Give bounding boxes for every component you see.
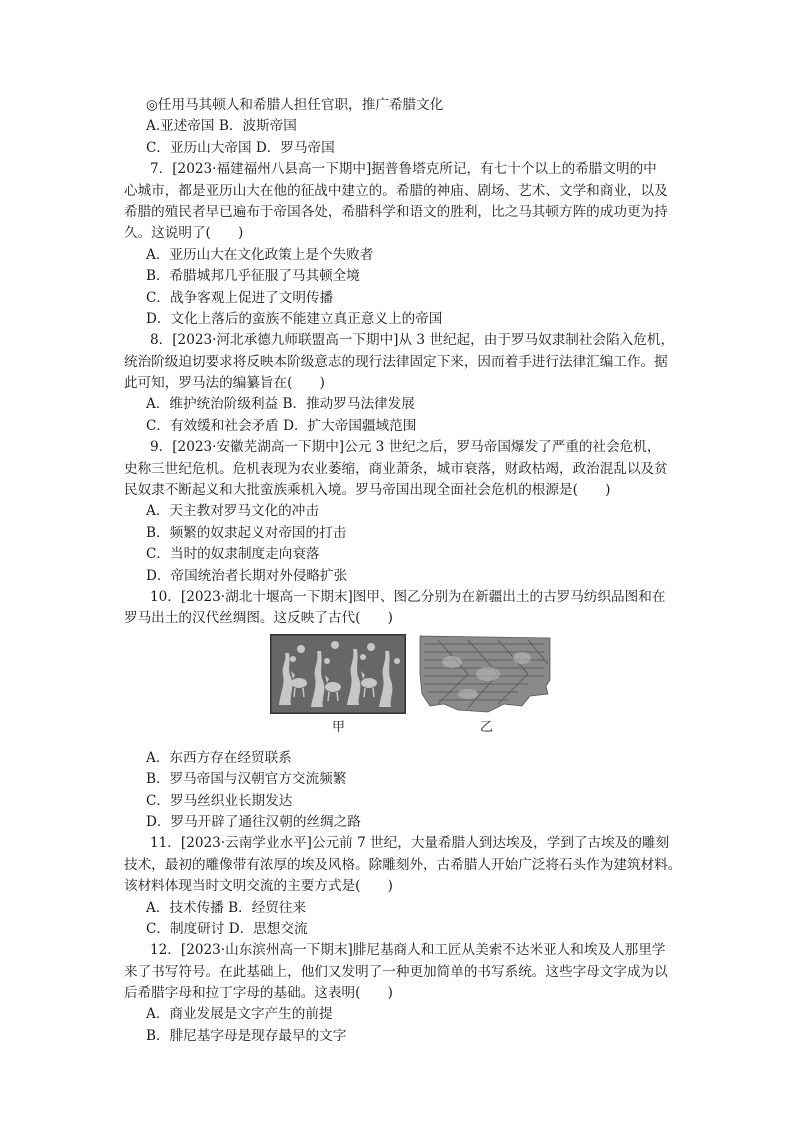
question-11-stem: 技术，最初的雕像带有浓厚的埃及风格。除雕刻外，古希腊人开始广泛将石头作为建筑材料。 bbox=[124, 856, 682, 873]
option-line: A．亚历山大在文化政策上是个失败者 bbox=[146, 246, 374, 263]
question-8-stem: 8．[2023·河北承德九师联盟高一下期中]从 3 世纪起，由于罗马奴隶制社会陷入危机， bbox=[150, 332, 675, 349]
option-line: B．罗马帝国与汉朝官方交流频繁 bbox=[146, 771, 347, 788]
option-line: A．维护统治阶级利益 B．推动罗马法律发展 bbox=[146, 396, 415, 413]
option-line: A．天主教对罗马文化的冲击 bbox=[146, 503, 319, 520]
option-line: C．战争客观上促进了文明传播 bbox=[146, 289, 334, 306]
question-8-stem: 统治阶级迫切要求将反映本阶级意志的现行法律固定下来，因而着手进行法律汇编工作。据 bbox=[124, 353, 668, 370]
option-line: A.亚述帝国 B．波斯帝国 bbox=[146, 118, 297, 135]
option-line: A．东西方存在经贸联系 bbox=[146, 749, 292, 766]
option-note: ◎任用马其顿人和希腊人担任官职，推广希腊文化 bbox=[146, 97, 444, 113]
figure-caption-yi: 乙 bbox=[480, 719, 494, 735]
question-9-stem: 9．[2023·安徽芜湖高一下期中]公元 3 世纪之后，罗马帝国爆发了严重的社会危机， bbox=[150, 439, 661, 456]
option-line: D．帝国统治者长期对外侵略扩张 bbox=[146, 567, 348, 584]
option-line: C．罗马丝织业长期发达 bbox=[146, 792, 293, 809]
question-11-stem: 11．[2023·云南学业水平]公元前 7 世纪，大量希腊人到达埃及，学到了古埃及的雕刻 bbox=[150, 835, 670, 852]
question-8-stem: 此可知，罗马法的编纂旨在( ) bbox=[124, 375, 325, 392]
option-line: C．当时的奴隶制度走向衰落 bbox=[146, 546, 320, 563]
question-12-stem: 来了书写符号。在此基础上，他们又发明了一种更加简单的书写系统。这些字母文字成为以 bbox=[124, 963, 668, 980]
figure-pair bbox=[146, 634, 661, 746]
question-9-stem: 民奴隶不断起义和大批蛮族乘机入境。罗马帝国出现全面社会危机的根源是( ) bbox=[124, 482, 611, 499]
question-7-stem: 希腊的殖民者早已遍布于帝国各处，希腊科学和语文的胜利，比之马其顿方阵的成功更为持 bbox=[124, 203, 668, 220]
option-line: A．商业发展是文字产生的前提 bbox=[146, 1006, 333, 1023]
question-7-stem: 7．[2023·福建福州八县高一下期中]据普鲁塔克所记，有七十个以上的希腊文明的中 bbox=[150, 161, 657, 178]
question-9-stem: 史称三世纪危机。危机表现为农业萎缩，商业萧条，城市衰落，财政枯竭，政治混乱以及贫 bbox=[124, 460, 668, 477]
option-line: B．频繁的奴隶起义对帝国的打击 bbox=[146, 524, 347, 541]
question-11-stem: 该材料体现当时文明交流的主要方式是( ) bbox=[124, 878, 393, 895]
question-10-stem: 10．[2023·湖北十堰高一下期末]图甲、图乙分别为在新疆出土的古罗马纺织品图和在 bbox=[150, 588, 666, 605]
option-line: A．技术传播 B．经贸往来 bbox=[146, 899, 307, 916]
option-line: D．罗马开辟了通往汉朝的丝绸之路 bbox=[146, 813, 361, 830]
question-content bbox=[124, 95, 682, 1047]
question-12-stem: 12．[2023·山东滨州高一下期末]腓尼基商人和工匠从美索不达米亚人和埃及人那里学 bbox=[150, 942, 666, 959]
question-7-stem: 久。这说明了( ) bbox=[124, 225, 244, 242]
option-line: D．文化上落后的蛮族不能建立真正意义上的帝国 bbox=[146, 310, 443, 327]
roman-textile-image bbox=[270, 634, 406, 714]
question-7-stem: 心城市，都是亚历山大在他的征战中建立的。希腊的神庙、剧场、艺术、文学和商业，以及 bbox=[124, 182, 668, 199]
figure-caption-jia: 甲 bbox=[332, 719, 346, 735]
option-line: B．希腊城邦几乎征服了马其顿全境 bbox=[146, 268, 360, 285]
option-line: C．制度研讨 D．思想交流 bbox=[146, 920, 308, 937]
han-silk-image bbox=[418, 634, 552, 714]
option-line: C．有效缓和社会矛盾 D．扩大帝国疆域范围 bbox=[146, 417, 417, 434]
question-12-stem: 后希腊字母和拉丁字母的基础。这表明( ) bbox=[124, 985, 393, 1002]
option-line: B．腓尼基字母是现存最早的文字 bbox=[146, 1027, 347, 1044]
option-line: C．亚历山大帝国 D．罗马帝国 bbox=[146, 139, 335, 156]
question-10-stem: 罗马出土的汉代丝绸图。这反映了古代( ) bbox=[124, 610, 393, 627]
